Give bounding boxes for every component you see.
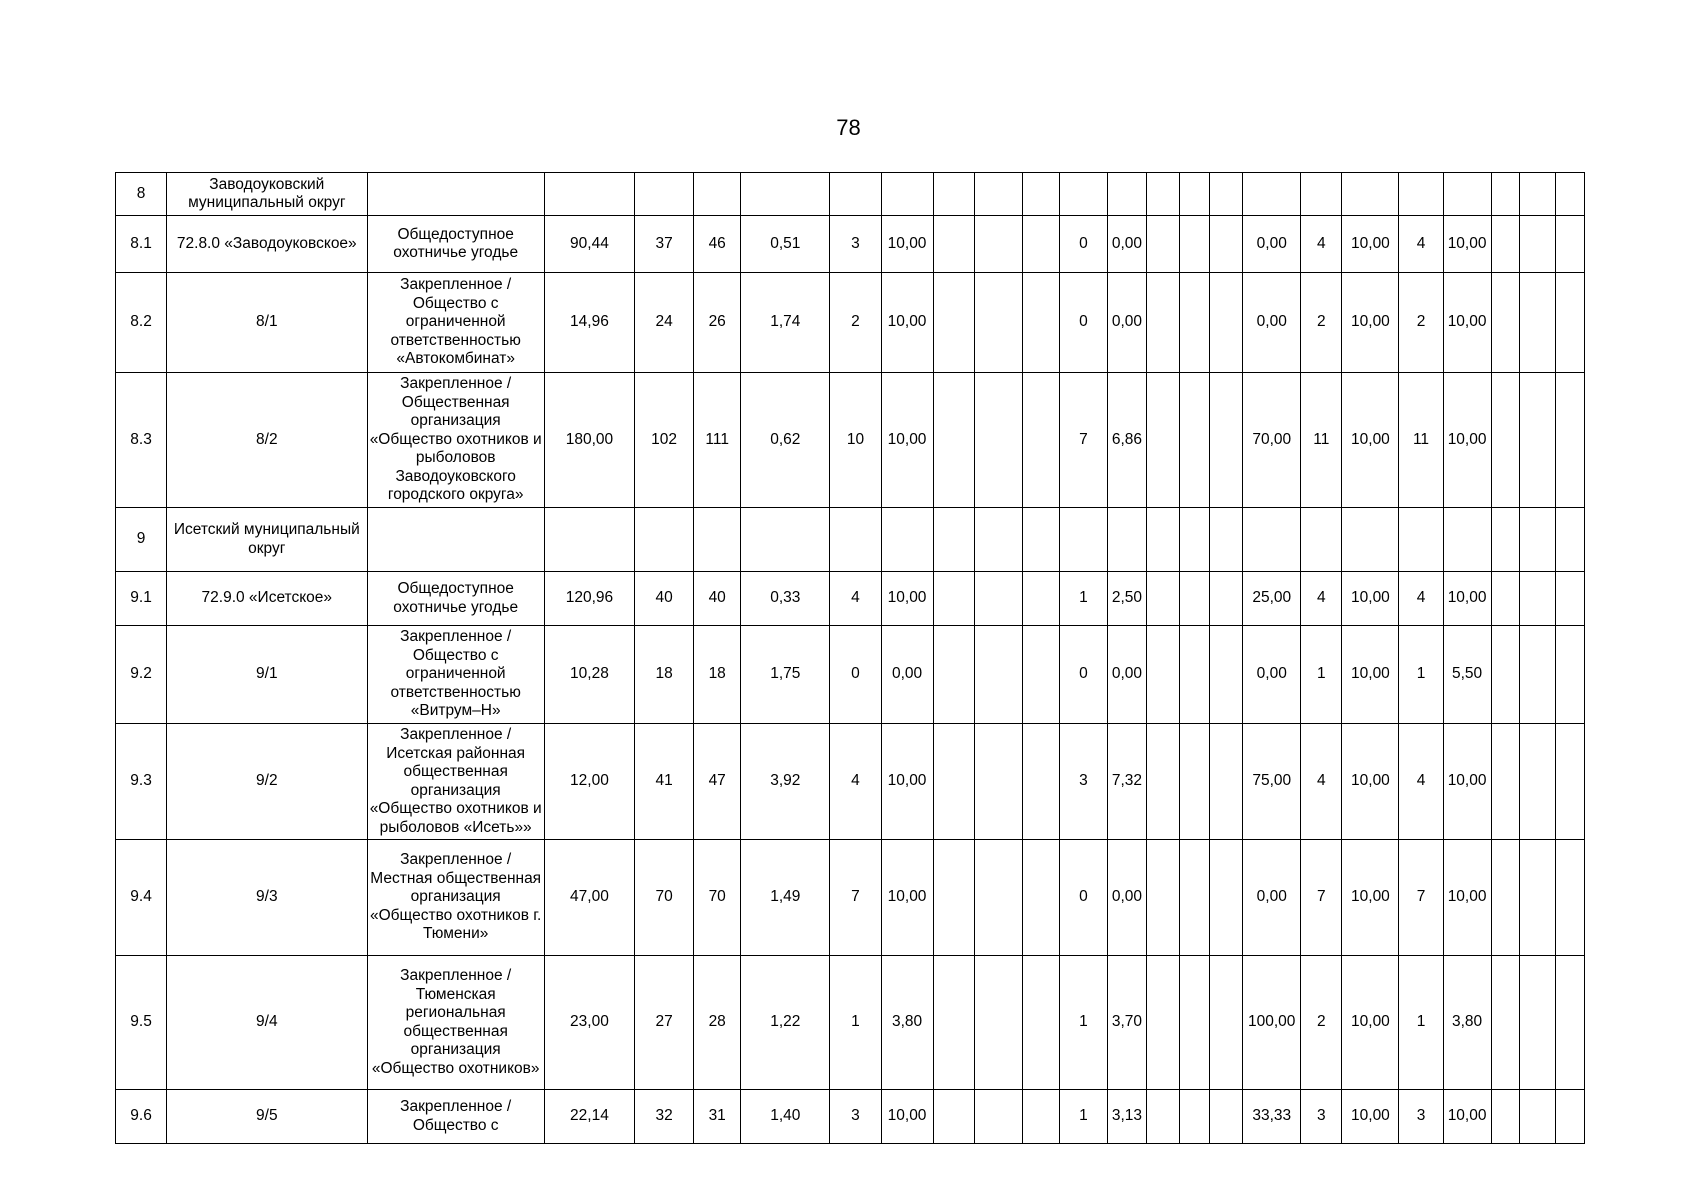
table-cell xyxy=(1491,724,1519,840)
table-cell xyxy=(1180,216,1210,273)
table-cell: 46 xyxy=(694,216,741,273)
table-cell xyxy=(974,724,1022,840)
table-cell: 3 xyxy=(1399,1090,1443,1144)
table-cell xyxy=(933,373,974,508)
table-cell: 3,13 xyxy=(1107,1090,1146,1144)
table-cell: 7,32 xyxy=(1107,724,1146,840)
table-cell: Исетский муниципальный округ xyxy=(167,508,367,572)
table-cell: Общедоступное охотничье угодье xyxy=(367,216,544,273)
table-cell: 10,00 xyxy=(1342,956,1399,1090)
table-cell: 9/3 xyxy=(167,840,367,956)
table-cell: 9/1 xyxy=(167,626,367,724)
table-cell: 0 xyxy=(830,626,881,724)
table-cell xyxy=(1243,508,1301,572)
table-cell: 24 xyxy=(635,273,694,373)
table-cell xyxy=(544,508,634,572)
table-cell: 0,00 xyxy=(1107,273,1146,373)
table-cell: 0,00 xyxy=(1107,840,1146,956)
table-cell: 1 xyxy=(1301,626,1342,724)
table-cell: 10,00 xyxy=(1342,373,1399,508)
table-cell xyxy=(1519,626,1555,724)
table-cell xyxy=(933,840,974,956)
table-cell xyxy=(1555,216,1584,273)
table-cell: 10,00 xyxy=(1443,216,1491,273)
table-cell: 2 xyxy=(1399,273,1443,373)
table-cell xyxy=(933,273,974,373)
table-cell: 33,33 xyxy=(1243,1090,1301,1144)
table-cell: 10,00 xyxy=(1443,840,1491,956)
table-cell: 0 xyxy=(1059,626,1107,724)
table-cell: 0,00 xyxy=(1107,626,1146,724)
table-cell: 75,00 xyxy=(1243,724,1301,840)
table-cell: 1 xyxy=(1399,626,1443,724)
table-row xyxy=(116,840,1585,956)
table-cell: 7 xyxy=(830,840,881,956)
table-cell: 5,50 xyxy=(1443,626,1491,724)
table-cell xyxy=(1519,173,1555,216)
table-cell: 100,00 xyxy=(1243,956,1301,1090)
table-cell xyxy=(1399,173,1443,216)
table-cell xyxy=(1491,840,1519,956)
table-cell: 27 xyxy=(635,956,694,1090)
table-cell: Закрепленное / Тюменская региональная общественная организация «Общество охотников» xyxy=(367,956,544,1090)
table-cell: 10,00 xyxy=(881,572,933,626)
table-cell xyxy=(1147,373,1180,508)
table-cell xyxy=(1107,508,1146,572)
table-cell xyxy=(1147,273,1180,373)
table-cell: 7 xyxy=(1399,840,1443,956)
table-cell xyxy=(1180,173,1210,216)
table-cell: 9.4 xyxy=(116,840,167,956)
table-cell: 10,00 xyxy=(881,840,933,956)
table-cell: 10,00 xyxy=(1443,273,1491,373)
table-row xyxy=(116,956,1585,1090)
table-cell xyxy=(1210,216,1243,273)
table-cell xyxy=(1022,626,1059,724)
table-cell: 10,28 xyxy=(544,626,634,724)
table-cell xyxy=(974,173,1022,216)
table-cell: 3 xyxy=(830,216,881,273)
table-cell xyxy=(933,724,974,840)
table-cell xyxy=(1555,572,1584,626)
table-cell xyxy=(741,508,830,572)
table-row xyxy=(116,572,1585,626)
table-cell: 70,00 xyxy=(1243,373,1301,508)
table-cell xyxy=(1180,1090,1210,1144)
table-cell xyxy=(1210,1090,1243,1144)
table-cell xyxy=(1210,626,1243,724)
table-cell: 9 xyxy=(116,508,167,572)
table-cell: 72.9.0 «Исетское» xyxy=(167,572,367,626)
table-cell: 10,00 xyxy=(1443,1090,1491,1144)
table-cell xyxy=(1210,273,1243,373)
table-cell xyxy=(1342,508,1399,572)
table-cell: 9.2 xyxy=(116,626,167,724)
table-cell xyxy=(933,626,974,724)
table-cell xyxy=(1555,626,1584,724)
table-cell: 10,00 xyxy=(1342,216,1399,273)
table-cell: 4 xyxy=(830,724,881,840)
table-cell: 3,70 xyxy=(1107,956,1146,1090)
table-cell: 0,62 xyxy=(741,373,830,508)
table-cell: 7 xyxy=(1301,840,1342,956)
table-cell xyxy=(1519,273,1555,373)
table-cell: 37 xyxy=(635,216,694,273)
table-cell xyxy=(1147,1090,1180,1144)
table-cell: 28 xyxy=(694,956,741,1090)
table-cell: 4 xyxy=(1399,724,1443,840)
table-cell xyxy=(974,508,1022,572)
table-cell xyxy=(1491,626,1519,724)
table-cell xyxy=(1491,956,1519,1090)
table-cell: 18 xyxy=(635,626,694,724)
table-cell xyxy=(1519,216,1555,273)
table-cell: 1 xyxy=(1059,572,1107,626)
table-cell xyxy=(830,173,881,216)
table-cell: 0 xyxy=(1059,216,1107,273)
table-cell: 1,49 xyxy=(741,840,830,956)
table-cell xyxy=(1147,572,1180,626)
table-cell xyxy=(1210,840,1243,956)
table-cell xyxy=(974,216,1022,273)
table-cell: 10 xyxy=(830,373,881,508)
table-cell xyxy=(1555,956,1584,1090)
table-cell: 10,00 xyxy=(1342,724,1399,840)
table-cell: 8/1 xyxy=(167,273,367,373)
table-cell: 25,00 xyxy=(1243,572,1301,626)
table-cell xyxy=(1180,273,1210,373)
table-cell: 10,00 xyxy=(881,216,933,273)
table-cell xyxy=(933,508,974,572)
table-row xyxy=(116,173,1585,216)
table-cell xyxy=(1022,1090,1059,1144)
table-cell xyxy=(1147,724,1180,840)
table-cell: 3 xyxy=(830,1090,881,1144)
table-cell: 31 xyxy=(694,1090,741,1144)
table-cell: 4 xyxy=(1399,216,1443,273)
table-cell: 3,80 xyxy=(881,956,933,1090)
table-cell xyxy=(933,216,974,273)
table-cell xyxy=(1519,724,1555,840)
table-cell xyxy=(1519,956,1555,1090)
table-cell: 26 xyxy=(694,273,741,373)
table-cell: 3,80 xyxy=(1443,956,1491,1090)
table-cell: 3 xyxy=(1059,724,1107,840)
table-cell xyxy=(694,173,741,216)
table-cell xyxy=(1491,572,1519,626)
table-cell: 11 xyxy=(1301,373,1342,508)
table-cell: 10,00 xyxy=(1342,626,1399,724)
table-cell: 2 xyxy=(830,273,881,373)
table-cell: 10,00 xyxy=(881,724,933,840)
table-cell: 6,86 xyxy=(1107,373,1146,508)
table-cell: 8 xyxy=(116,173,167,216)
table-cell: 7 xyxy=(1059,373,1107,508)
table-cell: 72.8.0 «Заводоуковское» xyxy=(167,216,367,273)
table-cell: 1,40 xyxy=(741,1090,830,1144)
table-cell: 41 xyxy=(635,724,694,840)
table-cell: Закрепленное / Местная общественная организация «Общество охотников г. Тюмени» xyxy=(367,840,544,956)
table-cell: 9.3 xyxy=(116,724,167,840)
table-cell xyxy=(1443,508,1491,572)
table-cell xyxy=(1022,373,1059,508)
table-cell xyxy=(1107,173,1146,216)
table-cell: 3,92 xyxy=(741,724,830,840)
table-cell: 9/4 xyxy=(167,956,367,1090)
table-cell: 9.1 xyxy=(116,572,167,626)
table-cell xyxy=(933,1090,974,1144)
table-cell: Закрепленное / Общество с xyxy=(367,1090,544,1144)
table-cell xyxy=(1022,840,1059,956)
table-cell: 0 xyxy=(1059,840,1107,956)
table-cell: 1 xyxy=(1059,1090,1107,1144)
table-cell: 11 xyxy=(1399,373,1443,508)
table-cell: 10,00 xyxy=(881,273,933,373)
table-cell xyxy=(1555,1090,1584,1144)
table-cell: 0,00 xyxy=(1243,626,1301,724)
table-cell xyxy=(1147,173,1180,216)
table-cell xyxy=(1147,508,1180,572)
table-cell xyxy=(1022,216,1059,273)
table-cell: 8.1 xyxy=(116,216,167,273)
table-cell: 1,74 xyxy=(741,273,830,373)
table-cell xyxy=(974,1090,1022,1144)
table-cell: 10,00 xyxy=(1342,273,1399,373)
table-cell: 1,75 xyxy=(741,626,830,724)
table-cell xyxy=(1210,173,1243,216)
table-cell xyxy=(1519,373,1555,508)
table-cell xyxy=(1147,626,1180,724)
table-cell xyxy=(881,508,933,572)
table-row xyxy=(116,508,1585,572)
table-cell xyxy=(933,956,974,1090)
table-cell: 40 xyxy=(694,572,741,626)
table-cell xyxy=(367,508,544,572)
table-cell xyxy=(1342,173,1399,216)
table-cell xyxy=(1180,840,1210,956)
table-cell: 70 xyxy=(635,840,694,956)
table-cell xyxy=(1180,508,1210,572)
table-cell xyxy=(830,508,881,572)
table-cell: 18 xyxy=(694,626,741,724)
table-cell: 10,00 xyxy=(1443,572,1491,626)
table-cell xyxy=(1491,173,1519,216)
table-cell: 1 xyxy=(1399,956,1443,1090)
table-cell xyxy=(1147,956,1180,1090)
table-cell xyxy=(1519,1090,1555,1144)
table-cell: 14,96 xyxy=(544,273,634,373)
table-cell xyxy=(1443,173,1491,216)
table-cell: 0 xyxy=(1059,273,1107,373)
table-cell: 120,96 xyxy=(544,572,634,626)
table-cell xyxy=(694,508,741,572)
table-cell xyxy=(1180,572,1210,626)
table-cell: 0,51 xyxy=(741,216,830,273)
table-cell xyxy=(1243,173,1301,216)
table-cell xyxy=(1147,840,1180,956)
table-cell: 70 xyxy=(694,840,741,956)
table-cell: 9.6 xyxy=(116,1090,167,1144)
table-cell: 9/5 xyxy=(167,1090,367,1144)
table-cell: 0,00 xyxy=(1243,273,1301,373)
table-cell: 1 xyxy=(830,956,881,1090)
table-row xyxy=(116,373,1585,508)
table-cell xyxy=(1491,273,1519,373)
table-cell xyxy=(1555,273,1584,373)
table-cell: 23,00 xyxy=(544,956,634,1090)
table-cell xyxy=(1059,508,1107,572)
table-cell: 10,00 xyxy=(881,373,933,508)
table-cell xyxy=(1022,956,1059,1090)
table-cell: 10,00 xyxy=(1443,373,1491,508)
table-row xyxy=(116,1090,1585,1144)
table-cell: 0,33 xyxy=(741,572,830,626)
table-cell xyxy=(1059,173,1107,216)
table-cell: Закрепленное / Общественная организация «Общество охотников и рыболовов Заводоуковского городского округа» xyxy=(367,373,544,508)
table-cell: 102 xyxy=(635,373,694,508)
table-cell xyxy=(933,572,974,626)
table-cell xyxy=(1022,273,1059,373)
table-cell: 4 xyxy=(1301,724,1342,840)
table-cell xyxy=(635,173,694,216)
table-cell: 90,44 xyxy=(544,216,634,273)
table-cell: Закрепленное / Общество с ограниченной ответственностью «Автокомбинат» xyxy=(367,273,544,373)
table-cell xyxy=(1519,572,1555,626)
table-row xyxy=(116,626,1585,724)
table-cell xyxy=(1180,626,1210,724)
table-cell xyxy=(1147,216,1180,273)
table-cell: 8.3 xyxy=(116,373,167,508)
table-cell xyxy=(974,273,1022,373)
table-cell: 180,00 xyxy=(544,373,634,508)
table-cell xyxy=(1399,508,1443,572)
table-cell xyxy=(1301,508,1342,572)
table-cell xyxy=(974,373,1022,508)
table-cell: 0,00 xyxy=(1243,216,1301,273)
table-cell: 0,00 xyxy=(881,626,933,724)
table-cell: 40 xyxy=(635,572,694,626)
table-cell: 8.2 xyxy=(116,273,167,373)
hunting-grounds-table xyxy=(115,172,1585,1144)
table-cell xyxy=(1180,373,1210,508)
table-cell: 2 xyxy=(1301,956,1342,1090)
table-cell xyxy=(1210,956,1243,1090)
table-cell xyxy=(1491,216,1519,273)
table-cell: Закрепленное / Общество с ограниченной ответственностью «Витрум–Н» xyxy=(367,626,544,724)
table-cell xyxy=(974,840,1022,956)
table-cell xyxy=(1022,572,1059,626)
table-cell xyxy=(1519,840,1555,956)
table-cell: 32 xyxy=(635,1090,694,1144)
table-cell: 10,00 xyxy=(1342,1090,1399,1144)
table-cell xyxy=(1210,373,1243,508)
table-row xyxy=(116,216,1585,273)
table-cell xyxy=(1519,508,1555,572)
table-cell: 47 xyxy=(694,724,741,840)
table-cell xyxy=(1555,724,1584,840)
table-cell: 22,14 xyxy=(544,1090,634,1144)
table-cell xyxy=(1301,173,1342,216)
table-cell: 10,00 xyxy=(1443,724,1491,840)
table-cell xyxy=(1491,373,1519,508)
table-cell: 111 xyxy=(694,373,741,508)
table-cell xyxy=(1555,840,1584,956)
table-cell xyxy=(881,173,933,216)
table-cell xyxy=(1210,724,1243,840)
table-cell xyxy=(933,173,974,216)
table-cell: 12,00 xyxy=(544,724,634,840)
table-cell xyxy=(1180,724,1210,840)
table-cell xyxy=(741,173,830,216)
page-number: 78 xyxy=(836,115,861,140)
table-cell: 10,00 xyxy=(1342,572,1399,626)
table-cell xyxy=(367,173,544,216)
table-cell xyxy=(1022,173,1059,216)
table-cell: 1,22 xyxy=(741,956,830,1090)
table-cell: Общедоступное охотничье угодье xyxy=(367,572,544,626)
table-cell: Закрепленное / Исетская районная общественная организация «Общество охотников и рыболовов «Исеть»» xyxy=(367,724,544,840)
table-cell xyxy=(974,626,1022,724)
table-cell: 2,50 xyxy=(1107,572,1146,626)
table-cell xyxy=(1555,508,1584,572)
table-cell xyxy=(1180,956,1210,1090)
table-cell: 4 xyxy=(1301,216,1342,273)
table-cell: 9.5 xyxy=(116,956,167,1090)
table-cell: Заводоуковский муниципальный округ xyxy=(167,173,367,216)
table-cell xyxy=(1491,1090,1519,1144)
table-cell xyxy=(1210,508,1243,572)
table-cell: 10,00 xyxy=(881,1090,933,1144)
table-cell xyxy=(635,508,694,572)
table-cell: 9/2 xyxy=(167,724,367,840)
table-cell xyxy=(544,173,634,216)
table-cell: 0,00 xyxy=(1243,840,1301,956)
table-row xyxy=(116,273,1585,373)
table-cell: 8/2 xyxy=(167,373,367,508)
table-cell: 2 xyxy=(1301,273,1342,373)
table-cell xyxy=(1022,724,1059,840)
table-cell xyxy=(1555,373,1584,508)
table-row xyxy=(116,724,1585,840)
table-cell: 4 xyxy=(1399,572,1443,626)
table-cell: 4 xyxy=(830,572,881,626)
table-cell xyxy=(1491,508,1519,572)
table-cell xyxy=(974,572,1022,626)
table-cell xyxy=(974,956,1022,1090)
table-cell: 0,00 xyxy=(1107,216,1146,273)
table-cell: 1 xyxy=(1059,956,1107,1090)
table-cell: 3 xyxy=(1301,1090,1342,1144)
table-cell xyxy=(1022,508,1059,572)
table-cell: 10,00 xyxy=(1342,840,1399,956)
table-cell xyxy=(1555,173,1584,216)
table-cell: 4 xyxy=(1301,572,1342,626)
table-cell xyxy=(1210,572,1243,626)
table-cell: 47,00 xyxy=(544,840,634,956)
